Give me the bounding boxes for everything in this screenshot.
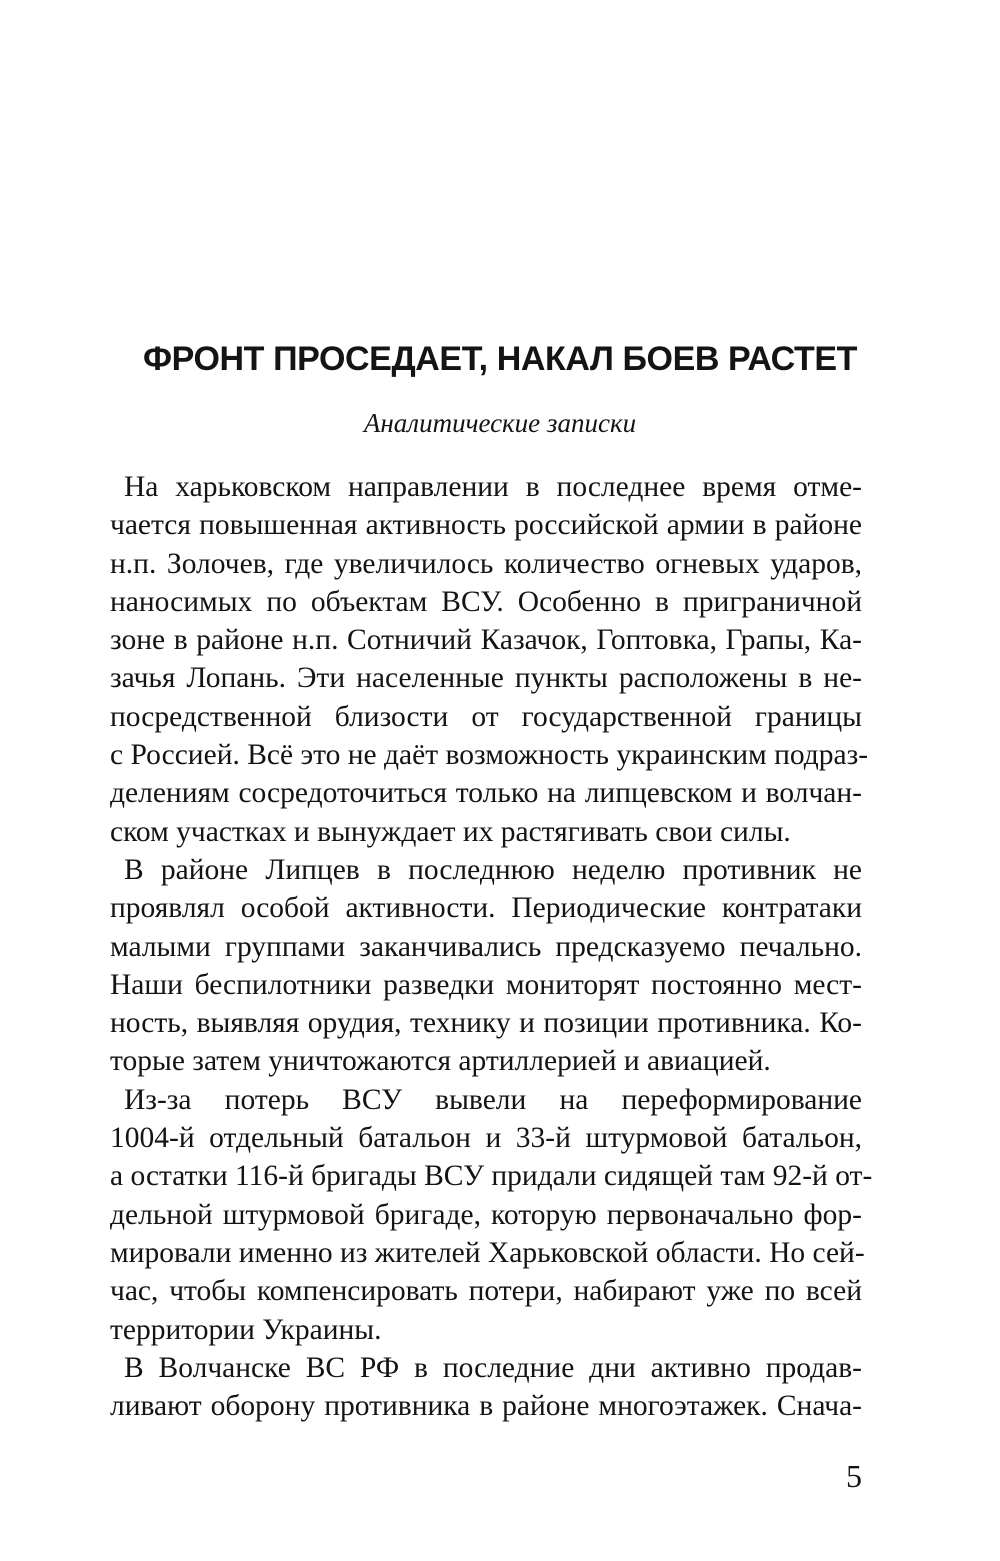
paragraph-2 (110, 851, 862, 1081)
text-line: чается повышенная активность российской армии в районе (110, 509, 862, 542)
text-line: а остатки 116-й бригады ВСУ придали сидящей там 92-й от- (110, 1160, 873, 1193)
text-line: мировали именно из жителей Харьковской области. Но сей- (110, 1236, 865, 1269)
page-number: 5 (846, 1458, 862, 1494)
text-line: зачья Лопань. Эти населенные пункты расположены в не- (110, 662, 862, 695)
text-line: зоне в районе н.п. Сотничий Казачок, Гоптовка, Грапы, Ка- (110, 624, 862, 657)
text-line: В районе Липцев в последнюю неделю противник не (124, 853, 862, 886)
text-line: делениям сосредоточиться только на липцевском и волчан- (110, 777, 862, 810)
paragraph-4 (110, 1349, 862, 1426)
paragraph-3 (110, 1081, 873, 1349)
text-line: ливают оборону противника в районе многоэтажек. Снача- (110, 1390, 862, 1423)
text-line: Наши беспилотники разведки мониторят постоянно мест- (110, 968, 862, 1001)
text-line: В Волчанске ВС РФ в последние дни активно продав- (124, 1351, 862, 1384)
text-line: н.п. Золочев, где увеличилось количество огневых ударов, (110, 547, 862, 580)
text-line: с Россией. Всё это не даёт возможность украинским подраз- (110, 739, 869, 772)
text-line: торые затем уничтожаются артиллерией и авиацией. (110, 1045, 771, 1078)
text-line: наносимых по объектам ВСУ. Особенно в приграничной (110, 585, 862, 618)
text-line: ском участках и вынуждает их растягивать свои силы. (110, 815, 791, 848)
text-line: территории Украины. (110, 1313, 382, 1346)
chapter-title: ФРОНТ ПРОСЕДАЕТ, НАКАЛ БОЕВ РАСТЕТ (143, 340, 857, 378)
text-line: Из-за потерь ВСУ вывели на переформирование (124, 1083, 862, 1116)
text-line: дельной штурмовой бригаде, которую первоначально фор- (110, 1198, 862, 1231)
text-line: час, чтобы компенсировать потери, набирают уже по всей (110, 1275, 862, 1308)
text-line: ность, выявляя орудия, технику и позиции противника. Ко- (110, 1007, 862, 1040)
paragraph-1 (110, 468, 869, 851)
text-line: проявлял особой активности. Периодические контратаки (110, 892, 862, 925)
chapter-subtitle: Аналитические записки (363, 408, 637, 438)
text-line: На харьковском направлении в последнее время отме- (124, 471, 862, 503)
text-line: посредственной близости от государственной границы (110, 700, 862, 733)
text-line: 1004-й отдельный батальон и 33-й штурмовой батальон, (110, 1122, 862, 1155)
text-line: малыми группами заканчивались предсказуемо печально. (110, 930, 862, 963)
article-body (110, 468, 873, 1425)
